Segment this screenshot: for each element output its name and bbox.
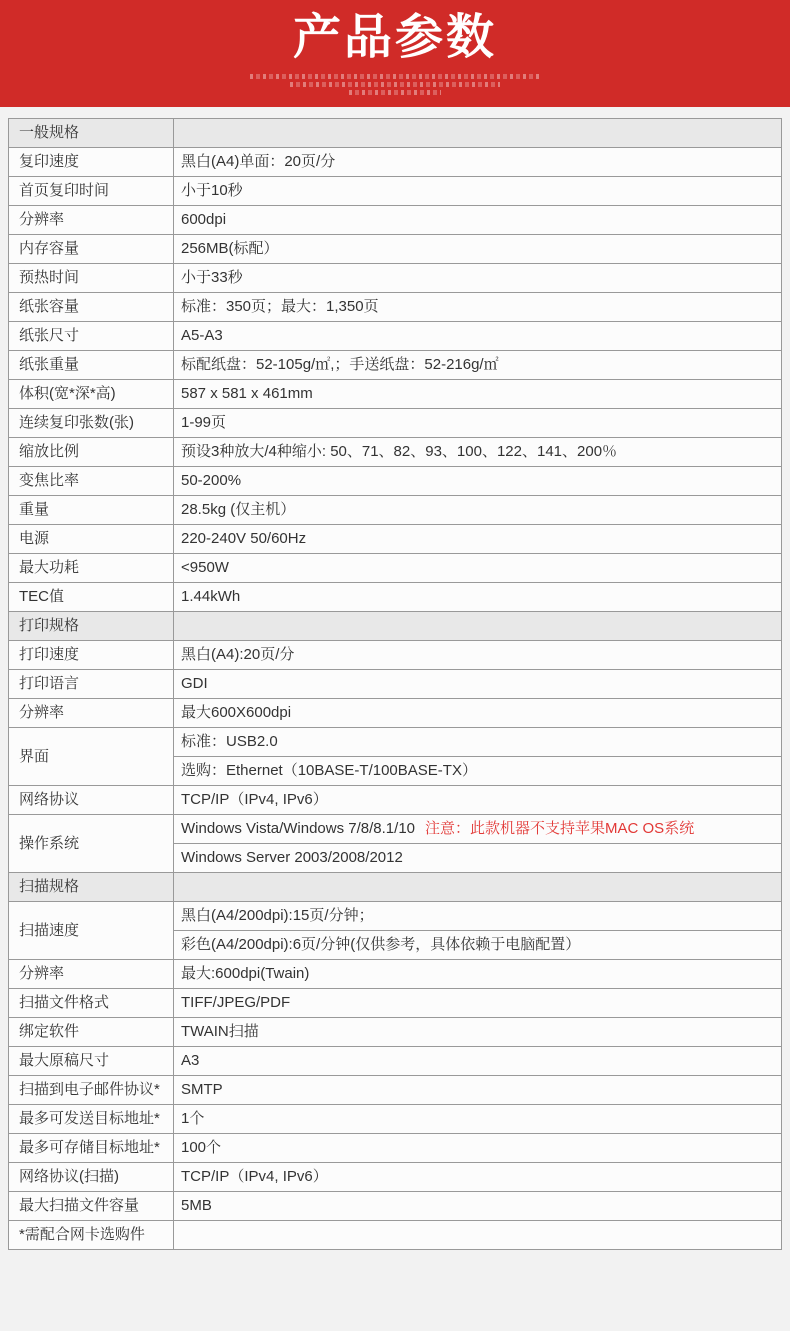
watermark-line [250,74,540,79]
spec-row [9,177,782,206]
spec-label: 预热时间 [9,264,174,293]
spec-value-text: 587 x 581 x 461mm [181,385,313,402]
spec-value [174,815,782,844]
spec-value-text: TCP/IP（IPv4, IPv6） [181,1168,328,1185]
spec-value-text: GDI [181,675,208,692]
spec-value-text: SMTP [181,1081,223,1098]
spec-value [174,525,782,554]
spec-value [174,757,782,786]
spec-value [174,554,782,583]
spec-value [174,264,782,293]
spec-value [174,931,782,960]
spec-label: 分辨率 [9,960,174,989]
spec-row [9,1018,782,1047]
spec-label: 缩放比例 [9,438,174,467]
spec-label: 网络协议 [9,786,174,815]
spec-row [9,380,782,409]
spec-value-text: 黑白(A4):20页/分 [181,646,295,663]
spec-table [8,118,782,1250]
spec-value-text: 彩色(A4/200dpi):6页/分钟(仅供参考，具体依赖于电脑配置） [181,936,581,953]
spec-row [9,1163,782,1192]
spec-row [9,409,782,438]
spec-label: 扫描文件格式 [9,989,174,1018]
spec-value [174,235,782,264]
spec-label: 内存容量 [9,235,174,264]
section-header-row-2 [9,873,782,902]
spec-row [9,1105,782,1134]
spec-row [9,902,782,931]
spec-value-text: 黑白(A4/200dpi):15页/分钟； [181,907,374,924]
spec-label: 最大功耗 [9,554,174,583]
spec-table-wrap [8,118,782,1250]
spec-value-text: 小于33秒 [181,269,243,286]
section-header-row-1 [9,612,782,641]
spec-value [174,786,782,815]
spec-label: 纸张容量 [9,293,174,322]
spec-value-text: 标准：350页；最大：1,350页 [181,298,379,315]
spec-label: 连续复印张数(张) [9,409,174,438]
section-header-label: 扫描规格 [9,873,174,902]
spec-value [174,1105,782,1134]
spec-label: 界面 [9,728,174,786]
spec-value [174,438,782,467]
spec-label: 首页复印时间 [9,177,174,206]
banner [0,0,790,107]
spec-label: 打印速度 [9,641,174,670]
spec-value [174,844,782,873]
spec-value-note: 注意：此款机器不支持苹果MAC OS系统 [425,820,695,837]
spec-row [9,1134,782,1163]
footer-strip [0,1331,790,1338]
spec-row [9,148,782,177]
spec-value [174,1018,782,1047]
spec-value-text: 标准：USB2.0 [181,733,278,750]
spec-row [9,496,782,525]
spec-value-text: 220-240V 50/60Hz [181,530,307,547]
spec-value [174,177,782,206]
section-header-empty [174,119,782,148]
spec-label: 最大原稿尺寸 [9,1047,174,1076]
spec-value-text: 黑白(A4)单面：20页/分 [181,153,336,170]
spec-row [9,467,782,496]
spec-value-text: 最大:600dpi(Twain) [181,965,310,982]
spec-value [174,1192,782,1221]
spec-value [174,728,782,757]
spec-label: 分辨率 [9,699,174,728]
spec-value-text: A5-A3 [181,327,223,344]
spec-value-text: 选购：Ethernet（10BASE-T/100BASE-TX） [181,762,477,779]
section-header-row-0 [9,119,782,148]
spec-value-text: TCP/IP（IPv4, IPv6） [181,791,328,808]
watermark-line [349,90,441,95]
spec-label: 绑定软件 [9,1018,174,1047]
spec-label: 最多可存储目标地址* [9,1134,174,1163]
spec-value-text: 5MB [181,1197,212,1214]
spec-value [174,380,782,409]
spec-value-text: Windows Vista/Windows 7/8/8.1/10 [181,820,416,837]
spec-value-text: 小于10秒 [181,182,243,199]
spec-label: 变焦比率 [9,467,174,496]
spec-value [174,409,782,438]
spec-row [9,1221,782,1250]
spec-row [9,960,782,989]
spec-label: 最多可发送目标地址* [9,1105,174,1134]
spec-label: 网络协议(扫描) [9,1163,174,1192]
spec-value [174,293,782,322]
spec-row [9,1076,782,1105]
spec-value [174,1047,782,1076]
spec-row [9,1047,782,1076]
spec-label: 体积(宽*深*高) [9,380,174,409]
spec-label: 复印速度 [9,148,174,177]
spec-row [9,989,782,1018]
watermark-line [290,82,500,87]
spec-row [9,206,782,235]
spec-value-text: TWAIN扫描 [181,1023,259,1040]
spec-label: 扫描速度 [9,902,174,960]
spec-value-text: 预设3种放大/4种缩小: 50、71、82、93、100、122、141、200％ [181,443,618,460]
spec-value-text: 100个 [181,1139,222,1156]
spec-label: 重量 [9,496,174,525]
spec-row [9,786,782,815]
spec-row [9,525,782,554]
spec-value [174,351,782,380]
spec-label: TEC值 [9,583,174,612]
spec-row [9,235,782,264]
spec-label: 纸张重量 [9,351,174,380]
spec-value [174,1163,782,1192]
spec-value [174,583,782,612]
spec-row [9,641,782,670]
spec-value [174,148,782,177]
section-header-empty [174,612,782,641]
spec-value [174,496,782,525]
spec-value-text: 1-99页 [181,414,227,431]
spec-label: 扫描到电子邮件协议* [9,1076,174,1105]
spec-label: 打印语言 [9,670,174,699]
page-title: 产品参数 [292,11,497,64]
spec-row [9,264,782,293]
spec-value [174,902,782,931]
spec-value-text: 标配纸盘：52-105g/㎡,；手送纸盘：52-216g/㎡ [181,356,499,373]
spec-value-text: A3 [181,1052,200,1069]
spec-value [174,641,782,670]
spec-value [174,206,782,235]
spec-value-text: <950W [181,559,229,576]
spec-value [174,1134,782,1163]
spec-label: 电源 [9,525,174,554]
spec-value [174,467,782,496]
spec-value-text: 256MB(标配） [181,240,279,257]
spec-value [174,699,782,728]
spec-row [9,699,782,728]
spec-row [9,1192,782,1221]
spec-row [9,322,782,351]
spec-row [9,293,782,322]
spec-label: *需配合网卡选购件 [9,1221,174,1250]
spec-row [9,554,782,583]
spec-value [174,1221,782,1250]
spec-value-text: TIFF/JPEG/PDF [181,994,291,1011]
spec-table-body [9,119,782,1250]
spec-row [9,351,782,380]
spec-row [9,815,782,844]
section-header-label: 打印规格 [9,612,174,641]
spec-value-text: 1个 [181,1110,205,1127]
spec-value-text: 28.5kg (仅主机） [181,501,296,518]
spec-value-text: 最大600X600dpi [181,704,292,721]
spec-value [174,960,782,989]
section-header-empty [174,873,782,902]
spec-value [174,670,782,699]
spec-label: 操作系统 [9,815,174,873]
spec-value-text: 600dpi [181,211,227,228]
spec-row [9,728,782,757]
spec-value [174,989,782,1018]
spec-value-text: Windows Server 2003/2008/2012 [181,849,403,866]
spec-value [174,1076,782,1105]
banner-watermark [0,74,790,98]
spec-value-text: 50-200% [181,472,242,489]
spec-row [9,583,782,612]
spec-label: 分辨率 [9,206,174,235]
spec-value [174,322,782,351]
spec-label: 最大扫描文件容量 [9,1192,174,1221]
spec-label: 纸张尺寸 [9,322,174,351]
spec-row [9,670,782,699]
spec-row [9,438,782,467]
section-header-label: 一般规格 [9,119,174,148]
spec-value-text: 1.44kWh [181,588,241,605]
